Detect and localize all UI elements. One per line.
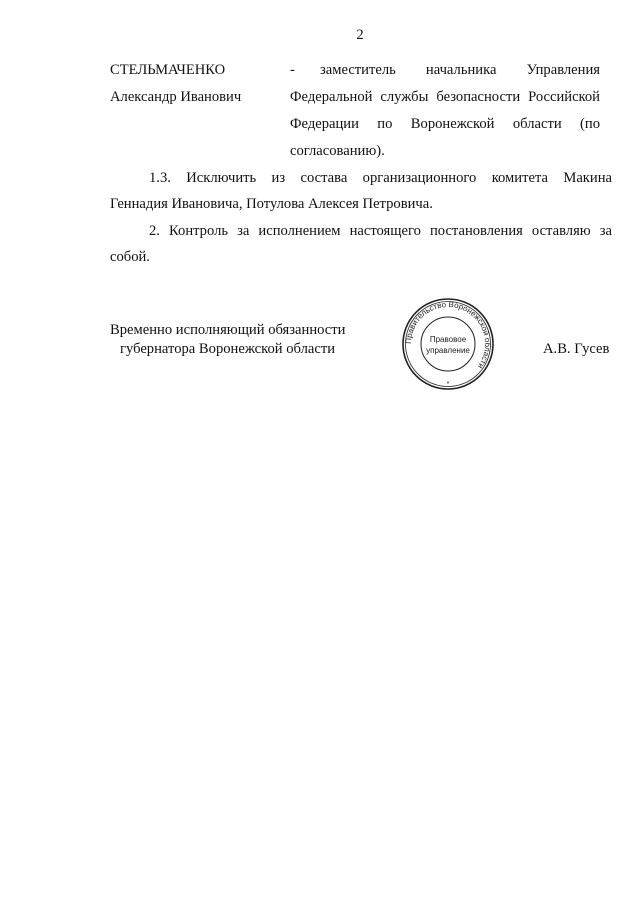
member-position-line-1: заместитель начальника Управления (320, 62, 600, 78)
member-surname: СТЕЛЬМАЧЕНКО (110, 62, 226, 78)
stamp-star: * (446, 381, 450, 388)
member-position-line-4: согласованию). (290, 143, 385, 159)
stamp-center-ring (421, 317, 475, 371)
member-position-line-3: Федерации по Воронежской области (по (290, 116, 600, 132)
stamp-center-line-1: Правовое (429, 335, 467, 344)
stamp-outer-ring (403, 299, 493, 389)
page-number: 2 (356, 27, 364, 43)
stamp-ring-text: Правительство Воронежской области (403, 299, 493, 371)
member-dash: - (290, 62, 295, 78)
signature-name: А.В. Гусев (543, 341, 610, 357)
paragraph-1-3-line-2: Геннадия Ивановича, Потулова Алексея Петровича. (110, 196, 433, 212)
signature-title-line-2: губернатора Воронежской области (120, 341, 336, 357)
paragraph-2-line-1: 2. Контроль за исполнением настоящего постановления оставляю за (149, 223, 612, 239)
member-given-names: Александр Иванович (110, 89, 242, 105)
signature-title-line-1: Временно исполняющий обязанности (110, 322, 346, 338)
paragraph-2-line-2: собой. (110, 249, 150, 265)
stamp-center-line-2: управление (426, 346, 470, 355)
paragraph-1-3-line-1: 1.3. Исключить из состава организационного комитета Макина (149, 170, 612, 186)
official-stamp (401, 297, 495, 391)
member-position-line-2: Федеральной службы безопасности Российской (290, 89, 600, 105)
